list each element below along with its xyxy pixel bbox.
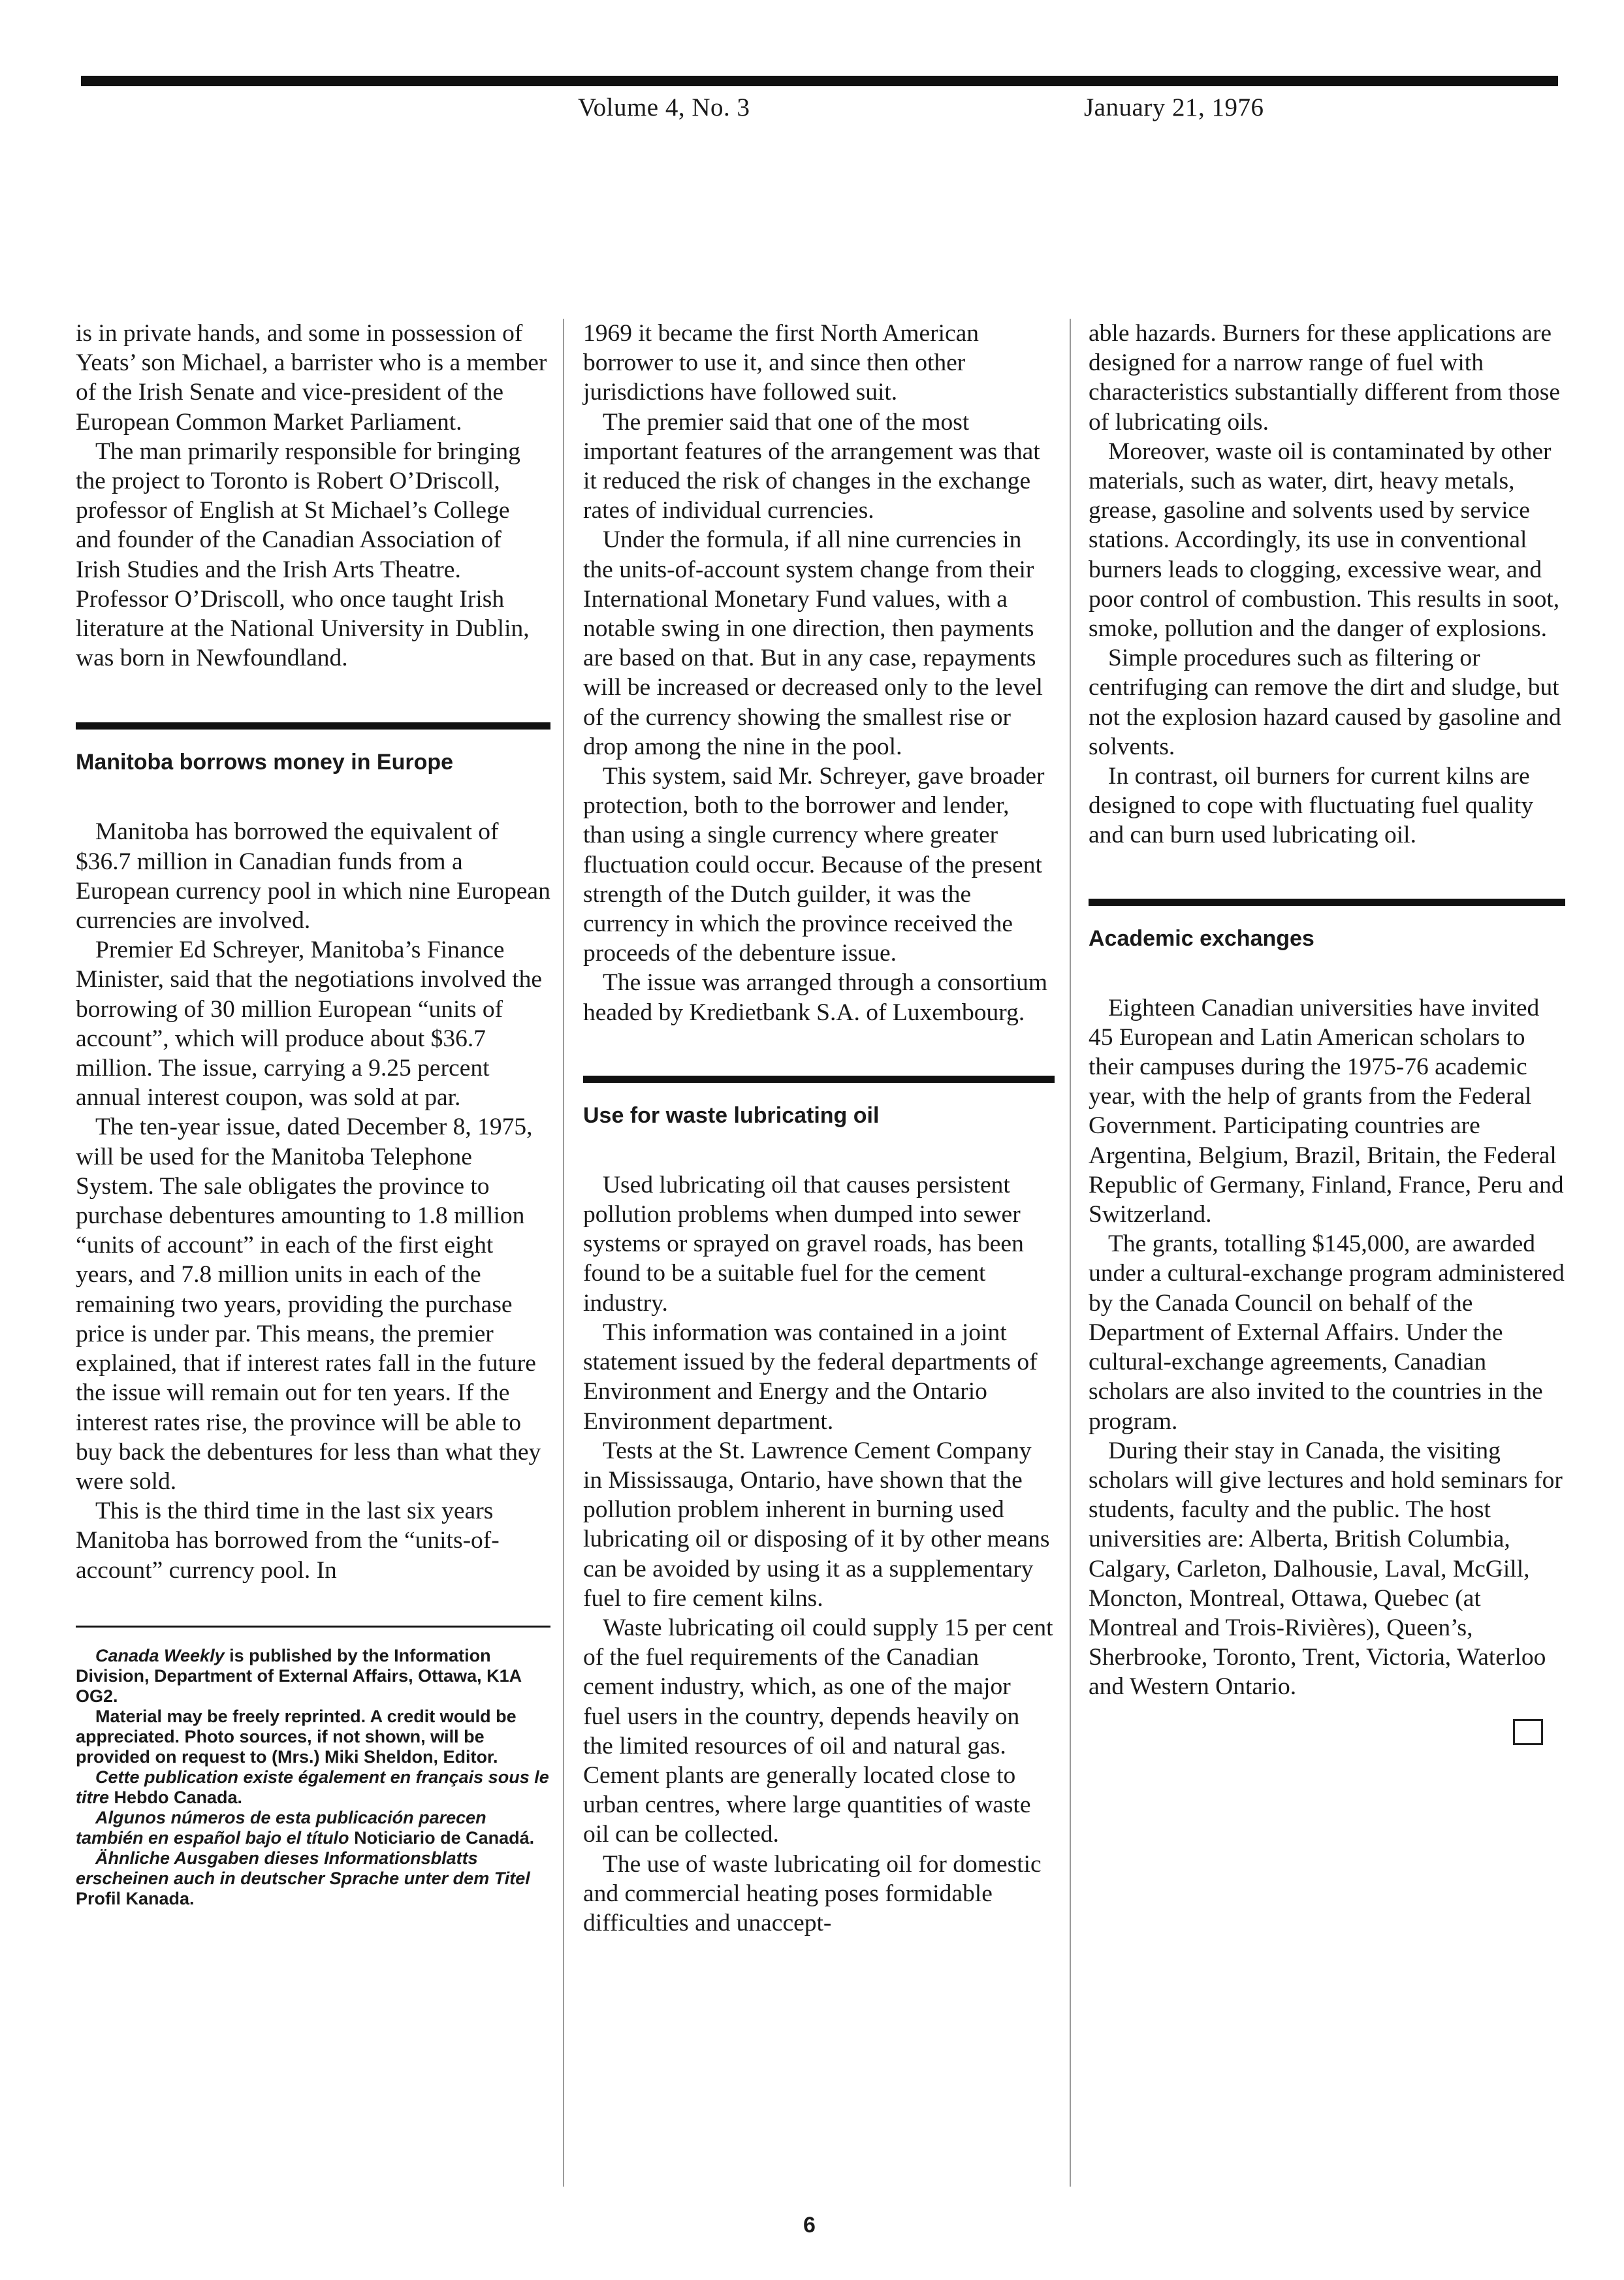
column-divider (563, 319, 564, 2187)
issue-date: January 21, 1976 (1084, 93, 1264, 121)
paragraph: Moreover, waste oil is contaminated by other materials, such as water, dirt, heavy metals, grease, gasoline and solvents used by service stations. Accordingly, its use in conventional burners leads to clogging, excessive wear, and poor control of combustion. This results in soot, smoke, pollution and the danger of explosions. (1089, 438, 1560, 643)
section-heading-waste-oil: Use for waste lubricating oil (583, 1102, 880, 1128)
masthead-rule (81, 76, 1558, 86)
column-left (76, 319, 550, 1909)
paragraph: The use of waste lubricating oil for domestic and commercial heating poses formidable difficulties and unaccept- (583, 1850, 1042, 1936)
footnote-rule (76, 1626, 550, 1628)
paragraph: able hazards. Burners for these applications are designed for a narrow range of fuel with characteristics substantially different from those of lubricating oils. (1089, 320, 1560, 436)
paragraph: Used lubricating oil that causes persistent pollution problems when dumped into sewer systems or sprayed on gravel roads, has been found to be a suitable fuel for the cement industry. (583, 1171, 1024, 1317)
section-rule (583, 1076, 1055, 1083)
paragraph: Waste lubricating oil could supply 15 per cent of the fuel requirements of the Canadian cement industry, which, as one of the major fuel users in the country, depends heavily on the limited resources of oil and natural gas. Cement plants are generally located close to urban centres, where large quantities of waste oil can be collected. (583, 1614, 1053, 1848)
paragraph: This information was contained in a joint statement issued by the federal departments of Environment and Energy and the Ontario Environment department. (583, 1319, 1038, 1435)
issue-volume: Volume 4, No. 3 (578, 93, 750, 121)
paragraph: Tests at the St. Lawrence Cement Company in Mississauga, Ontario, have shown that the pollution problem inherent in burning used lubricating oil or disposing of it by other means can be avoided by using it as a supplementary fuel to fire cement kilns. (583, 1437, 1050, 1612)
paragraph: This is the third time in the last six years Manitoba has borrowed from the “units-of-account” currency pool. In (76, 1498, 500, 1584)
section-rule (76, 722, 550, 730)
section-heading-academic: Academic exchanges (1089, 925, 1314, 951)
paragraph: Eighteen Canadian universities have invited 45 European and Latin American scholars to their campuses during the 1975-76 academic year, with the help of grants from the Federal Government. Participating countries are Argentina, Belgium, Brazil, Britain, the Federal Republic of Germany, Finland, France, Peru and Switzerland. (1089, 994, 1564, 1228)
paragraph: 1969 it became the first North American borrower to use it, and since then other jurisdictions have followed suit. (583, 320, 979, 406)
paragraph: The man primarily responsible for bringing the project to Toronto is Robert O’Driscoll, professor of English at St Michael’s College and founder of the Canadian Association of Irish Studies and the Irish Arts Theatre. Professor O’Driscoll, who once taught Irish literature at the National University in Dublin, was born in Newfoundland. (76, 438, 530, 672)
publication-name: Canada Weekly (95, 1645, 225, 1665)
paragraph: The issue was arranged through a consortium headed by Kredietbank S.A. of Luxembourg. (583, 969, 1048, 1026)
end-of-article-mark (1513, 1719, 1543, 1745)
column-right (1089, 319, 1565, 1745)
publication-notice: Canada Weekly is published by the Information Division, Department of External Affairs, Ottawa, K1A OG2. Material may be freely reprinted. A credit would be appreciated. Photo sources, if not shown, will be provided on request to (Mrs.) Miki Sheldon, Editor. Cette publication existe également en français sous le titre Hebdo Canada. Algunos números de esta publicación parecen también en español bajo el título Noticiario de Canadá. Ähnliche Ausgaben dieses Informationsblatts erscheinen auch in deutscher Sprache unter dem Titel Profil Kanada. (76, 1646, 550, 1909)
paragraph: Manitoba has borrowed the equivalent of $36.7 million in Canadian funds from a European currency pool in which nine European currencies are involved. (76, 818, 550, 935)
section-heading-manitoba: Manitoba borrows money in Europe (76, 750, 454, 775)
paragraph: Under the formula, if all nine currencies in the units-of-account system change from their International Monetary Fund values, with a notable swing in one direction, then payments are based on that. But in any case, repayments will be increased or decreased only to the level of the currency showing the smallest rise or drop among the nine in the pool. (583, 526, 1043, 760)
paragraph: During their stay in Canada, the visiting scholars will give lectures and hold seminars for students, faculty and the public. The host universities are: Alberta, British Columbia, Calgary, Carleton, Dalhousie, Laval, McGill, Moncton, Montreal, Ottawa, Quebec (at Montreal and Trois-Rivières), Queen’s, Sherbrooke, Toronto, Trent, Victoria, Waterloo and Western Ontario. (1089, 1437, 1563, 1701)
paragraph: Premier Ed Schreyer, Manitoba’s Finance Minister, said that the negotiations involved the borrowing of 30 million European “units of account”, which will produce about $36.7 million. The issue, carrying a 9.25 percent annual interest coupon, was sold at par. (76, 937, 543, 1112)
column-divider (1070, 319, 1071, 2187)
reprint-notice: Material may be freely reprinted. A credit would be appreciated. Photo sources, if not shown, will be provided on request to (Mrs.) Miki Sheldon, Editor. (76, 1706, 517, 1767)
column-middle (583, 319, 1055, 1938)
paragraph: is in private hands, and some in possession of Yeats’ son Michael, a barrister who is a member of the Irish Senate and vice-president of the European Common Market Parliament. (76, 320, 547, 436)
paragraph: In contrast, oil burners for current kilns are designed to cope with fluctuating fuel quality and can burn used lubricating oil. (1089, 763, 1534, 849)
page-number: 6 (803, 2213, 816, 2238)
paragraph: The grants, totalling $145,000, are awarded under a cultural-exchange program administered by the Canada Council on behalf of the Department of External Affairs. Under the cultural-exchange agreements, Canadian scholars are also invited to the countries in the program. (1089, 1230, 1565, 1435)
section-rule (1089, 899, 1565, 906)
paragraph: The premier said that one of the most important features of the arrangement was that it reduced the risk of changes in the exchange rates of individual currencies. (583, 408, 1040, 524)
paragraph: This system, said Mr. Schreyer, gave broader protection, both to the borrower and lender, than using a single currency where greater fluctuation could occur. Because of the present strength of the Dutch guilder, it was the currency in which the province received the proceeds of the debenture issue. (583, 763, 1045, 967)
paragraph: Simple procedures such as filtering or centrifuging can remove the dirt and sludge, but not the explosion hazard caused by gasoline and solvents. (1089, 645, 1561, 760)
paragraph: The ten-year issue, dated December 8, 1975, will be used for the Manitoba Telephone System. The sale obligates the province to purchase debentures amounting to 1.8 million “units of account” in each of the first eight years, and 7.8 million units in each of the remaining two years, providing the purchase price is under par. This means, the premier explained, that if interest rates fall in the future the issue will remain out for ten years. If the interest rates rise, the province will be able to buy back the debentures for less than what they were sold. (76, 1114, 541, 1495)
